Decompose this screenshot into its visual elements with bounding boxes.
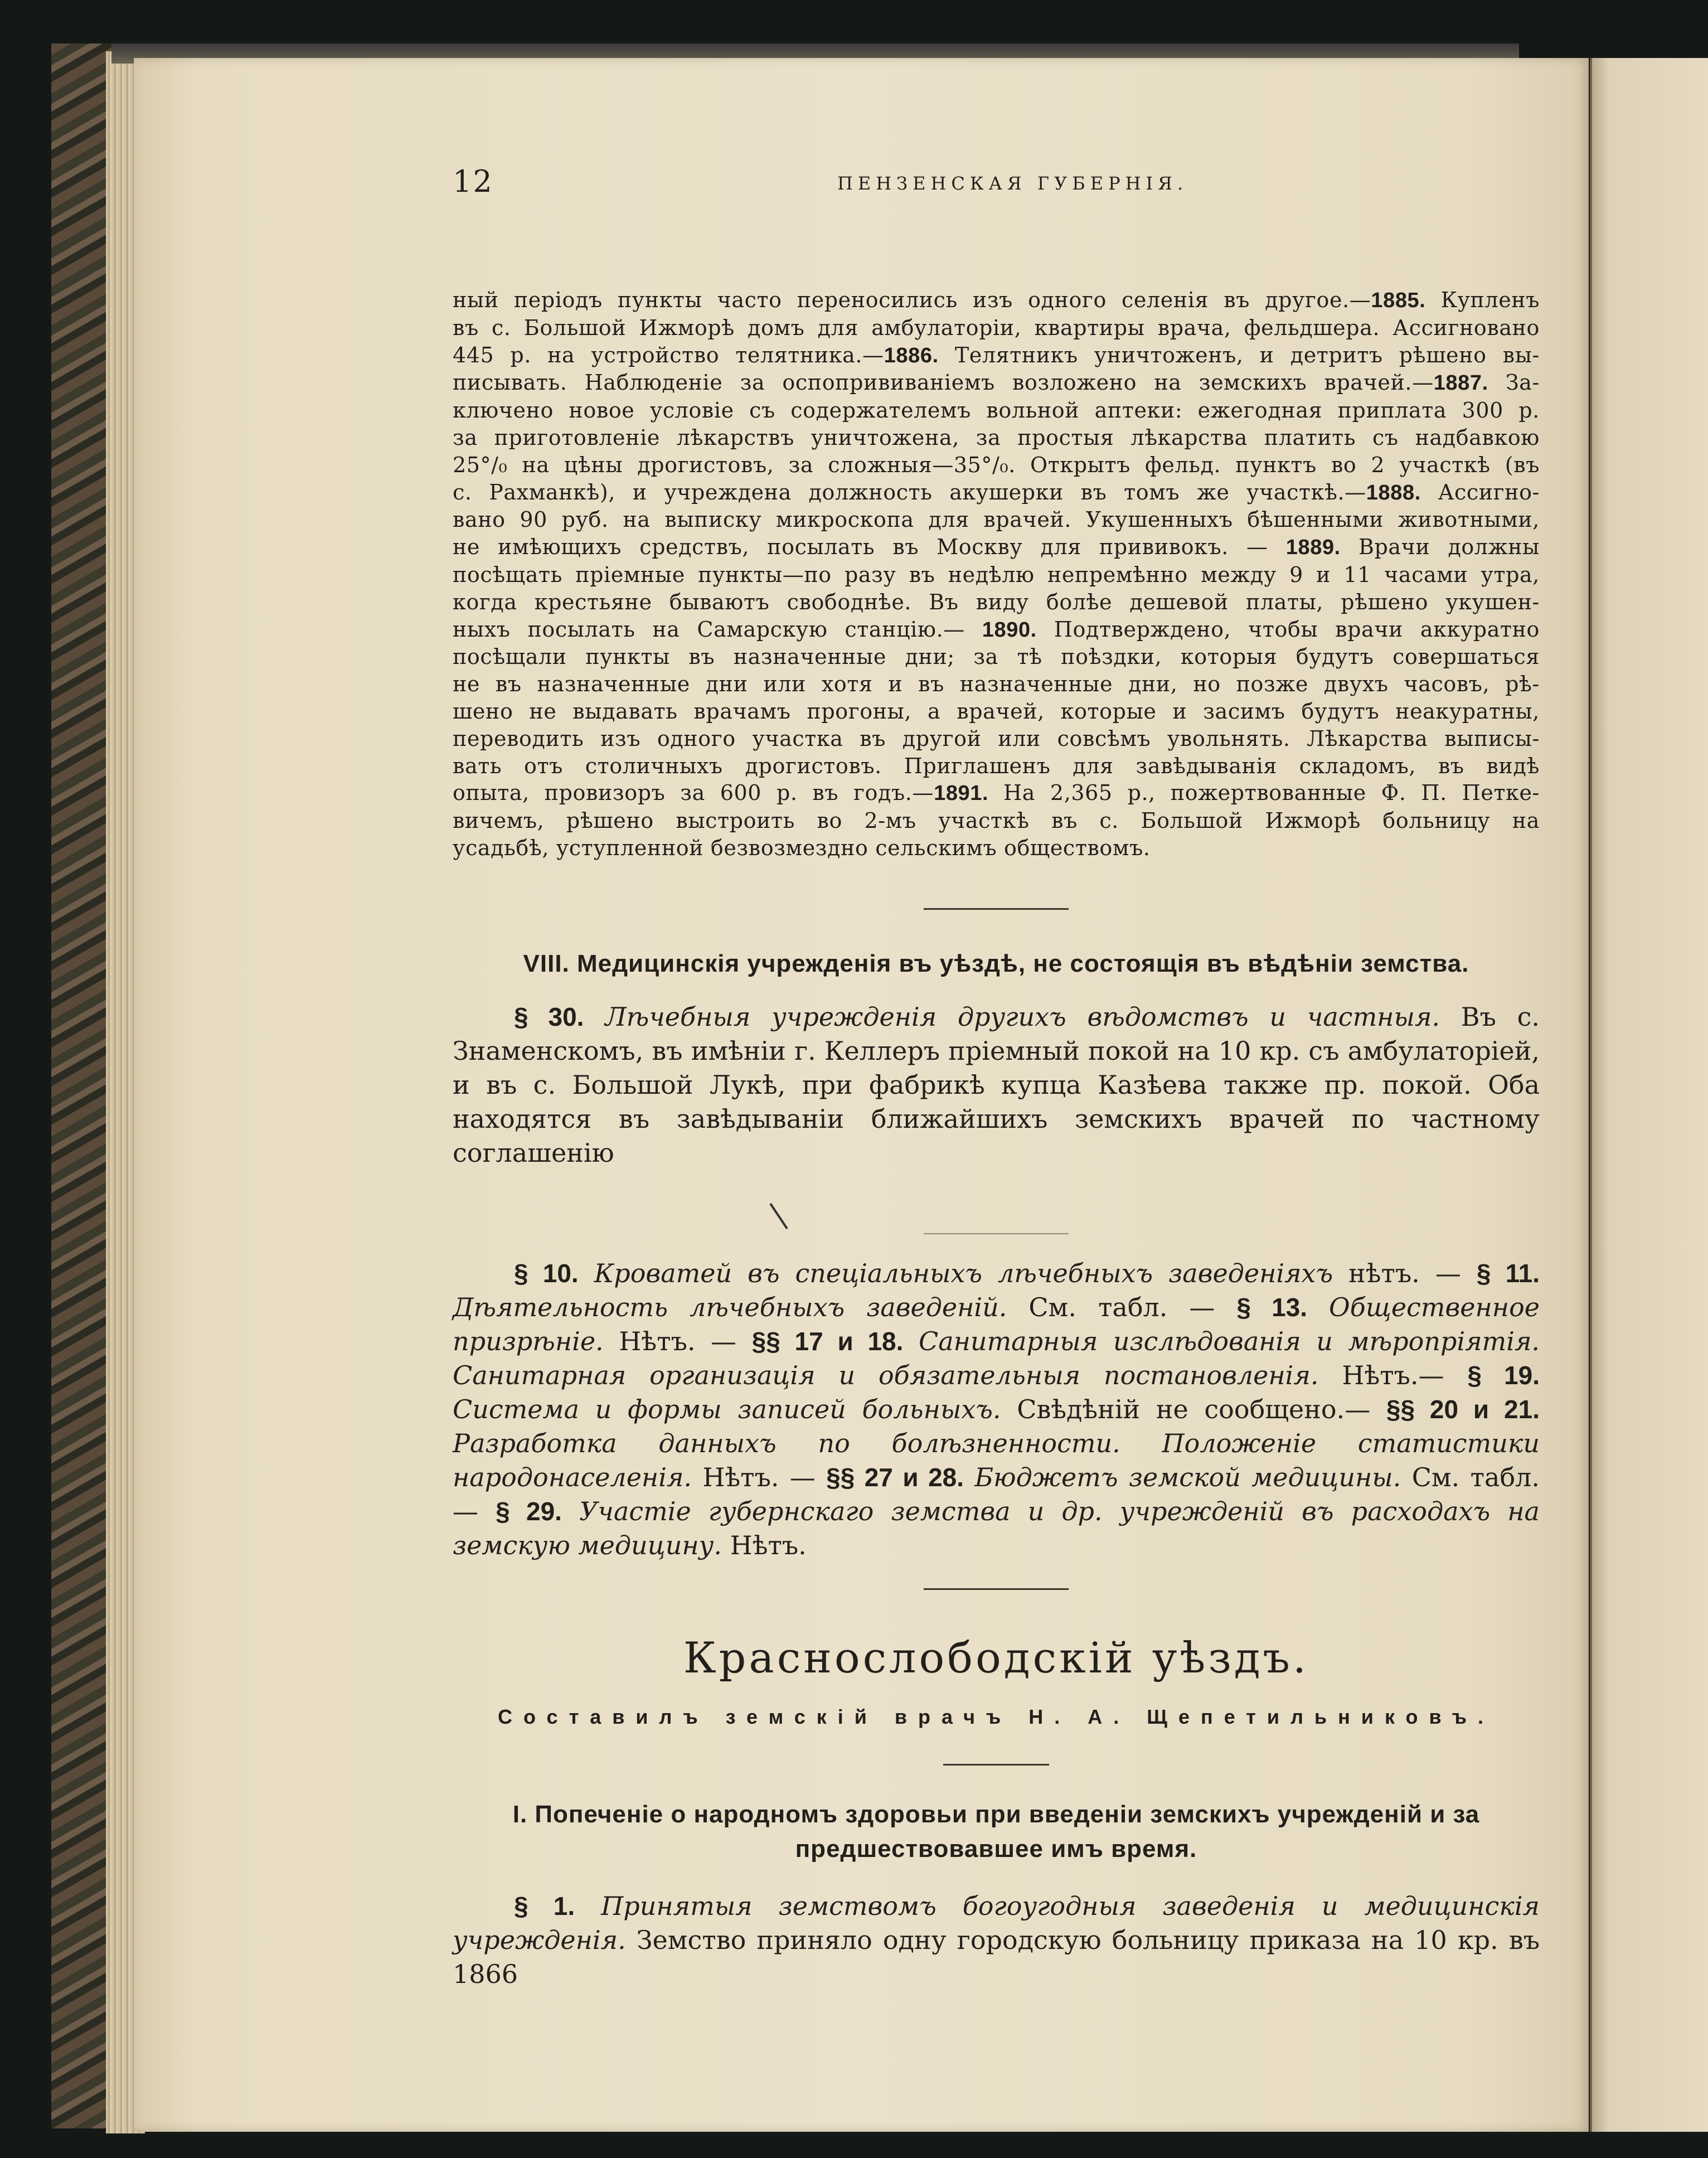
text-run: переводить изъ одного участка въ другой или совсѣмъ увольнять. Лѣкарства выписы- xyxy=(453,726,1540,751)
section-value: Нѣтъ. — xyxy=(603,1326,737,1356)
section-title: Участіе губернскаго земства и др. учрежденій въ расходахъ на земскую медицину. xyxy=(453,1496,1540,1560)
text-run: ключено новое условіе съ содержателемъ вольной аптеки: ежегодная приплата 300 р. xyxy=(453,398,1540,423)
text-line xyxy=(453,753,1540,780)
text-line xyxy=(453,698,1540,725)
district-title: Краснослободскій уѣздъ. xyxy=(683,1633,1309,1682)
divider-rule-2 xyxy=(924,1588,1069,1590)
section-number: §§ 17 и 18. xyxy=(751,1327,904,1356)
running-head xyxy=(453,164,1540,208)
text-run: писывать. Наблюденіе за оспопрививаніемъ возложено на земскихъ врачей.— xyxy=(453,370,1434,395)
section-title: Бюджетъ земской медицины. xyxy=(974,1462,1401,1492)
paragraph-30-title: Лѣчебныя учрежденія другихъ вѣдомствъ и частныя. xyxy=(605,1002,1440,1032)
text-run: усадьбѣ, уступленной безвозмездно сельскимъ обществомъ. xyxy=(453,835,1151,860)
year-marker: 1890. xyxy=(982,618,1037,642)
text-run: шено не выдавать врачамъ прогоны, а врачей, которые и засимъ будутъ неакуратны, xyxy=(453,699,1540,724)
text-run: когда крестьяне бываютъ свободнѣе. Въ виду болѣе дешевой платы, рѣшено укушен- xyxy=(453,589,1540,614)
text-run: ный періодъ пункты часто переносились изъ одного селенія въ другое.— xyxy=(453,288,1371,312)
section-number: § 10. xyxy=(514,1259,579,1288)
year-marker: 1886. xyxy=(884,343,939,367)
section-value: Нѣтъ. xyxy=(721,1530,807,1560)
text-line xyxy=(453,342,1540,370)
text-line xyxy=(453,779,1540,807)
paragraph-1 xyxy=(453,1889,1540,1991)
text-line xyxy=(453,452,1540,479)
section-i-heading-line1: I. Попеченіе о народномъ здоровьи при введеніи земскихъ учрежденій и за xyxy=(512,1801,1480,1828)
text-line xyxy=(453,534,1540,561)
section-value: См. табл. — xyxy=(453,1462,1540,1526)
text-run: 25°/₀ на цѣны дрогистовъ, за сложныя—35°/₀. Открытъ фельд. пунктъ во 2 участкѣ (въ xyxy=(453,452,1540,477)
section-number: §§ 20 и 21. xyxy=(1386,1395,1540,1424)
text-line xyxy=(453,479,1540,507)
text-line xyxy=(453,589,1540,616)
text-line xyxy=(453,314,1540,342)
divider-rule xyxy=(924,908,1069,910)
paragraph-1-number: § 1. xyxy=(514,1892,575,1921)
next-page-edge xyxy=(1590,58,1708,2132)
text-run: вичемъ, рѣшено выстроить во 2-мъ участкѣ въ с. Большой Ижморѣ больницу на xyxy=(453,808,1540,833)
section-value: См. табл. — xyxy=(1007,1292,1237,1322)
text-line xyxy=(453,643,1540,671)
section-number: § 11. xyxy=(1476,1259,1540,1288)
text-run: ныхъ посылать на Самарскую станцію.— xyxy=(453,617,982,642)
text-line xyxy=(453,287,1540,314)
text-line xyxy=(453,397,1540,424)
text-run: За- xyxy=(1488,370,1540,395)
section-title: Кроватей въ спеціальныхъ лѣчебныхъ заведеніяхъ xyxy=(594,1258,1333,1288)
section-number: §§ 27 и 28. xyxy=(826,1463,964,1492)
summary-paragraph xyxy=(453,1257,1540,1563)
text-run: посѣщать пріемные пункты—по разу въ недѣлю непремѣнно между 9 и 11 часами утра, xyxy=(453,562,1540,587)
year-marker: 1888. xyxy=(1366,481,1421,505)
section-viii-heading: VIII. Медицинскія учрежденія въ уѣздѣ, не состоящія въ вѣдѣніи земства. xyxy=(523,950,1469,977)
text-line xyxy=(453,807,1540,835)
paragraph-30-text: Въ с. Знаменскомъ, въ имѣніи г. Келлеръ пріемный покой на 10 кр. съ амбулаторіей, и въ с. Большой Лукѣ, при фабрикѣ купца Казѣева также пр. покой. Оба находятся въ завѣдываніи ближайшихъ земскихъ врачей по частному соглашенію xyxy=(453,1002,1540,1168)
section-number: § 29. xyxy=(496,1497,562,1526)
year-marker: 1885. xyxy=(1371,289,1426,312)
paragraph-30-number: § 30. xyxy=(514,1002,584,1031)
text-line xyxy=(453,506,1540,534)
section-title: Система и формы записей больныхъ. xyxy=(453,1394,1001,1424)
text-line xyxy=(453,835,1540,862)
year-marker: 1891. xyxy=(934,782,989,806)
text-run: не въ назначенные дни или хотя и въ назначенные дни, но позже двухъ часовъ, рѣ- xyxy=(453,672,1540,697)
running-title: ПЕНЗЕНСКАЯ ГУБЕРНIЯ. xyxy=(837,173,1188,194)
section-title: Дѣятельность лѣчебныхъ заведеній. xyxy=(453,1292,1007,1322)
text-run: На 2,365 р., пожертвованные Ф. П. Петке- xyxy=(988,780,1540,806)
section-number: § 13. xyxy=(1236,1293,1308,1322)
paragraph-1-title: Принятыя земствомъ богоугодныя заведенія и медицинскія учрежденія. xyxy=(453,1891,1540,1955)
text-run: вать отъ столичныхъ дрогистовъ. Приглашенъ для завѣдыванія складомъ, въ видѣ xyxy=(453,753,1540,778)
pencil-mark xyxy=(765,1201,798,1234)
year-marker: 1889. xyxy=(1285,536,1341,560)
text-run: Врачи должны xyxy=(1340,535,1540,560)
text-run: 445 р. на устройство телятника.— xyxy=(453,342,884,367)
text-run: Ассигно- xyxy=(1420,479,1540,505)
section-value: Свѣдѣній не сообщено.— xyxy=(1001,1394,1371,1424)
paragraph-30 xyxy=(453,1000,1540,1170)
text-run: с. Рахманкѣ), и учреждена должность акушерки въ томъ же участкѣ.— xyxy=(453,479,1366,505)
year-marker: 1887. xyxy=(1433,371,1488,395)
divider-rule-3 xyxy=(943,1764,1049,1766)
section-title: Санитарныя изслѣдованія и мѣропріятія. Санитарная организація и обязательныя постановленія. xyxy=(453,1326,1540,1390)
section-number: § 19. xyxy=(1467,1361,1540,1390)
text-run: Подтверждено, чтобы врачи аккуратно xyxy=(1036,617,1540,642)
text-line xyxy=(453,369,1540,397)
section-value: Нѣтъ.— xyxy=(1318,1360,1444,1390)
text-run: вано 90 руб. на выписку микроскопа для врачей. Укушенныхъ бѣшенными животными, xyxy=(453,507,1540,532)
faint-rule xyxy=(924,1233,1069,1234)
book-page xyxy=(134,58,1589,2132)
page-number: 12 xyxy=(453,164,493,199)
paragraph-1-text: Земство приняло одну городскую больницу приказа на 10 кр. въ 1866 xyxy=(453,1925,1540,1989)
section-i-heading xyxy=(453,1797,1540,1866)
section-value: нѣтъ. — xyxy=(1333,1258,1461,1288)
text-line xyxy=(453,671,1540,698)
text-line xyxy=(453,424,1540,452)
text-line xyxy=(453,725,1540,753)
text-run: въ с. Большой Ижморѣ домъ для амбулаторіи, квартиры врача, фельдшера. Ассигновано xyxy=(453,315,1540,340)
section-title: Разработка данныхъ по болѣзненности. Положеніе статистики народонаселенія. xyxy=(453,1428,1540,1492)
section-i-heading-line2: предшествовавшее имъ время. xyxy=(795,1835,1197,1863)
text-run: опыта, провизоръ за 600 р. въ годъ.— xyxy=(453,780,934,806)
text-run: Купленъ xyxy=(1425,288,1540,312)
text-line xyxy=(453,561,1540,589)
section-value: Нѣтъ. — xyxy=(692,1462,816,1492)
text-run: посѣщали пункты въ назначенные дни; за тѣ поѣздки, которыя будутъ совершаться xyxy=(453,644,1540,670)
compiled-by: Составилъ земскій врачъ Н. А. Щепетильниковъ. xyxy=(498,1705,1494,1728)
text-run: не имѣющихъ средствъ, посылать въ Москву для прививокъ. — xyxy=(453,535,1286,560)
continuation-paragraph xyxy=(453,287,1540,862)
section-title: Общественное призрѣніе. xyxy=(453,1292,1540,1356)
text-run: за приготовленіе лѣкарствъ уничтожена, за простыя лѣкарства платить съ надбавкою xyxy=(453,425,1540,450)
text-line xyxy=(453,616,1540,644)
text-run: Телятникъ уничтоженъ, и детритъ рѣшено вы- xyxy=(938,342,1540,367)
